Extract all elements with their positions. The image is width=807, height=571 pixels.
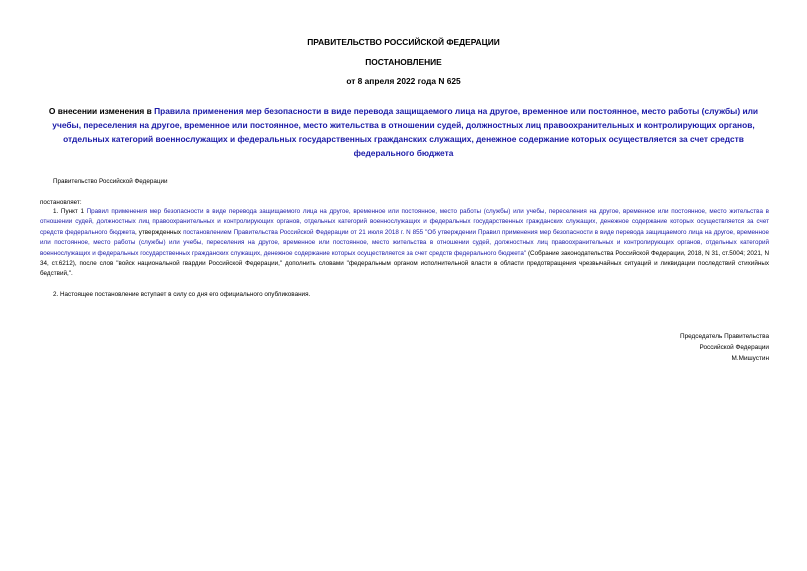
- signature-position: Председатель Правительства: [680, 333, 769, 340]
- paragraph-1-number: 1. Пункт 1: [53, 208, 87, 215]
- title-prefix: О внесении изменения в: [48, 106, 155, 116]
- signature-block: [680, 331, 769, 364]
- government-header: ПРАВИТЕЛЬСТВО РОССИЙСКОЙ ФЕДЕРАЦИИ: [307, 37, 500, 47]
- paragraph-1-mid: , утвержденных: [135, 228, 184, 236]
- government-line: Правительство Российской Федерации: [53, 178, 168, 185]
- rules-link[interactable]: Правил применения мер безопасности в виде перевода защищаемого лица на другое, временное или постоянное, место работы (службы) или учебы, переселения на другое, временное или постоянное, место жительства в отношении судей, должностных лиц правоохранительных и контролирующих органов, отдельных категорий военнослужащих и федеральных государственных гражданских служащих, денежное содержание которых осуществляется за счет средств федерального бюджета: [40, 208, 769, 236]
- document-title: [36, 104, 771, 160]
- signature-name: М.Мишустин: [731, 355, 769, 362]
- paragraph-1-tail: (Собрание законодательства Российской Федерации, 2018, N 31, ст.5004; 2021, N 34, ст.6212), после слов "войск национальной гвардии Российской Федерации," дополнить словами "федеральным органом исполнительной власти в области предотвращения чрезвычайных ситуаций и ликвидации последствий стихийных бедствий,".: [40, 249, 769, 278]
- resolution-855-link[interactable]: постановлением Правительства Российской Федерации от 21 июля 2018 г. N 855 "Об утверждении Правил применения мер безопасности в виде перевода защищаемого лица на другое, временное или постоянное, место работы (службы) или учебы, переселения на другое, временное или постоянное, место жительства в отношении судей, должностных лиц правоохранительных и контролирующих органов, отдельных категорий военнослужащих и федеральных государственных гражданских служащих, денежное содержание которых осуществляется за счет средств федерального бюджета": [40, 228, 770, 257]
- document-date-number: от 8 апреля 2022 года N 625: [346, 76, 461, 86]
- resolves-line: постановляет:: [40, 199, 82, 206]
- signature-country: Российской Федерации: [699, 344, 769, 351]
- paragraph-2: 2. Настоящее постановление вступает в силу со дня его официального опубликования.: [53, 291, 311, 298]
- document-type: ПОСТАНОВЛЕНИЕ: [365, 57, 442, 67]
- title-rules-link[interactable]: Правила применения мер безопасности в виде перевода защищаемого лица на другое, временное или постоянное, место работы (службы) или учебы, переселения на другое, временное или постоянное, место жительства в отношении судей, должностных лиц правоохранительных и контролирующих органов, отдельных категорий военнослужащих и федеральных государственных гражданских служащих, денежное содержание которых осуществляется за счет средств федерального бюджета: [52, 106, 759, 158]
- paragraph-1: [40, 207, 769, 280]
